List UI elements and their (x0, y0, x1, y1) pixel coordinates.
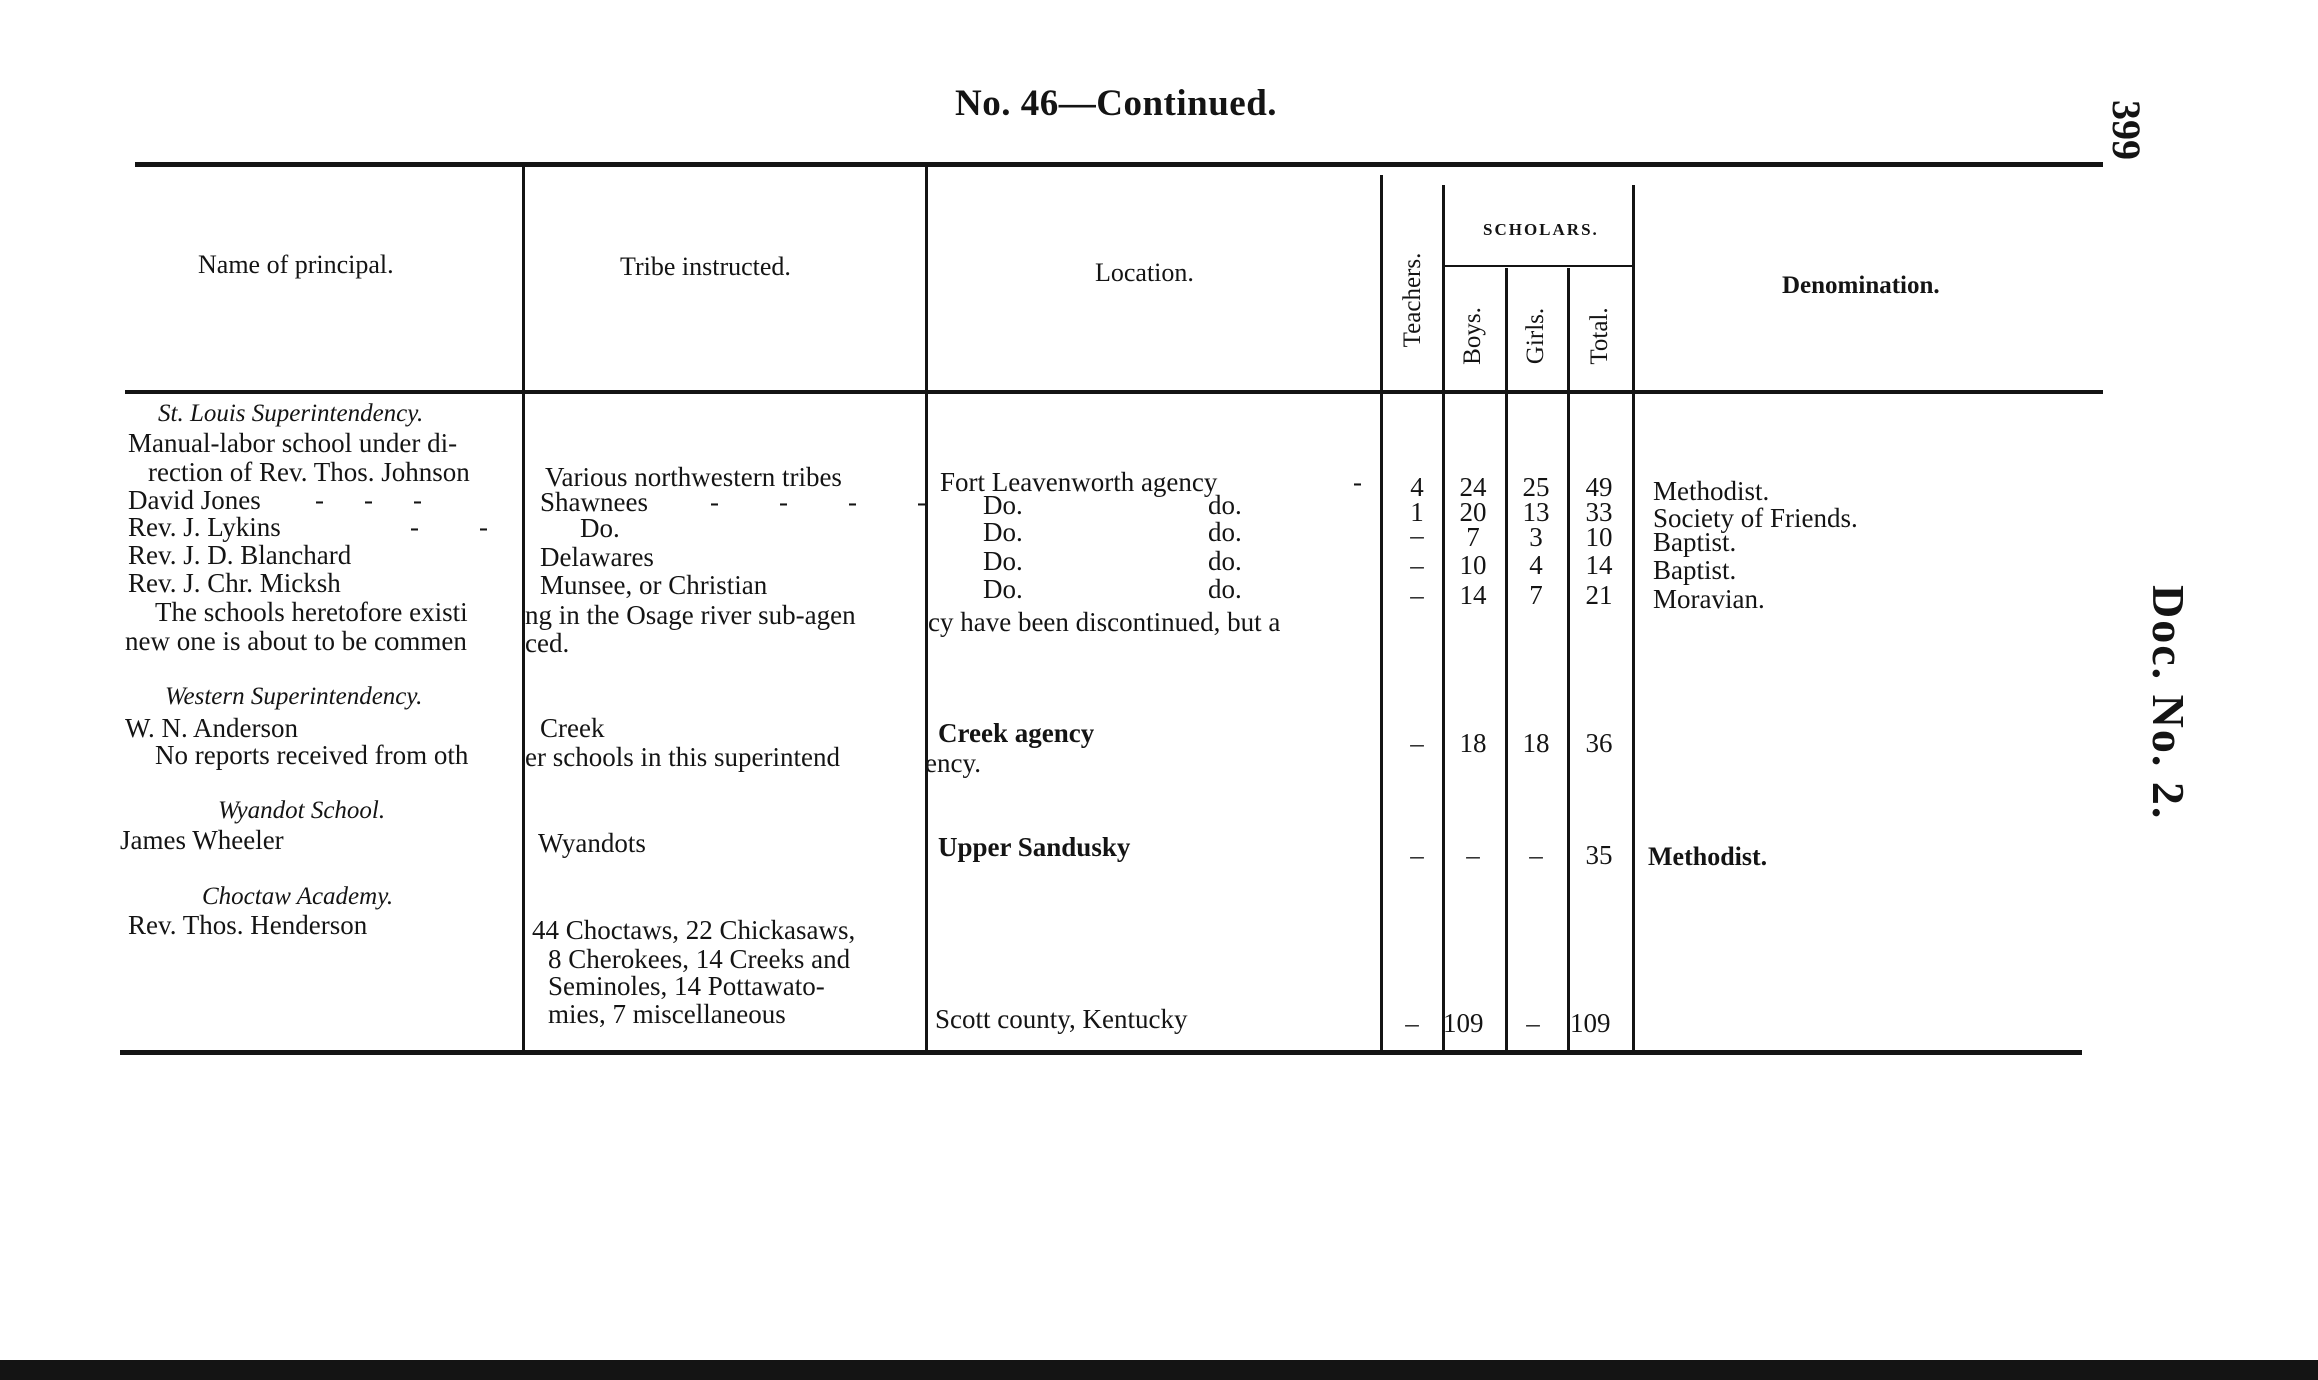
tribe-cell: 44 Choctaws, 22 Chickasaws, (532, 915, 856, 945)
principal-name: Rev. J. Lykins (128, 512, 281, 542)
teachers-cell: – (1410, 520, 1424, 550)
teachers-cell: – (1405, 1008, 1419, 1038)
location-ditto: do. (1208, 546, 1242, 576)
scan-edge (0, 1360, 2318, 1380)
total-cell: 109 (1570, 1008, 1611, 1038)
table-top-rule (135, 162, 2103, 167)
location-ditto: do. (1208, 517, 1242, 547)
boys-cell: 14 (1459, 580, 1487, 610)
principal-name: David Jones (128, 485, 261, 515)
tribe-cell: Creek (540, 713, 605, 743)
section-heading: Wyandot School. (218, 797, 386, 824)
header-total: Total. (1586, 307, 1613, 365)
tribe-cell: mies, 7 miscellaneous (548, 999, 786, 1029)
tribe-cell: Do. (580, 513, 620, 543)
total-cell: 35 (1585, 840, 1613, 870)
denomination-cell: Moravian. (1653, 584, 1765, 614)
principal-name: Rev. J. D. Blanchard (128, 540, 352, 570)
column-divider (1442, 185, 1445, 1052)
section-heading: Choctaw Academy. (202, 883, 394, 910)
tribe-cell: Seminoles, 14 Pottawato- (548, 971, 825, 1001)
denomination-cell: Baptist. (1653, 555, 1737, 585)
teachers-cell: – (1410, 840, 1424, 870)
total-cell: 21 (1585, 580, 1613, 610)
girls-cell: 4 (1529, 550, 1543, 580)
header-denomination: Denomination. (1782, 272, 1940, 299)
dot-leader: --- (315, 485, 462, 515)
teachers-cell: 1 (1410, 497, 1424, 527)
total-cell: 14 (1585, 550, 1613, 580)
note-text: ced. (525, 628, 570, 658)
total-cell: 49 (1585, 472, 1613, 502)
dot-leader: -- (410, 512, 548, 542)
teachers-cell: – (1410, 550, 1424, 580)
dot-leader: - (1353, 467, 1362, 497)
boys-cell: 109 (1443, 1008, 1484, 1038)
column-divider (1505, 268, 1508, 1052)
principal-name: W. N. Anderson (125, 713, 298, 743)
location-ditto: do. (1208, 574, 1242, 604)
note-text: The schools heretofore existi (155, 597, 468, 627)
location-cell: Fort Leavenworth agency (940, 467, 1218, 497)
header-tribe-instructed: Tribe instructed. (620, 252, 791, 281)
note-text: new one is about to be commen (125, 626, 467, 656)
boys-cell: 18 (1459, 728, 1487, 758)
header-scholars: SCHOLARS. (1483, 220, 1599, 239)
girls-cell: 3 (1529, 522, 1543, 552)
boys-cell: 24 (1459, 472, 1487, 502)
girls-cell: 25 (1522, 472, 1550, 502)
tribe-cell: Wyandots (538, 828, 646, 858)
tribe-cell: 8 Cherokees, 14 Creeks and (548, 944, 851, 974)
header-location: Location. (1095, 258, 1194, 287)
note-text: er schools in this superintend (525, 742, 840, 772)
location-cell: Scott county, Kentucky (935, 1004, 1188, 1034)
boys-cell: 10 (1459, 550, 1487, 580)
location-cell: Upper Sandusky (938, 832, 1131, 862)
note-text: cy have been discontinued, but a (928, 607, 1281, 637)
boys-cell: – (1466, 840, 1480, 870)
teachers-cell: 4 (1410, 472, 1424, 502)
total-cell: 33 (1585, 497, 1613, 527)
tribe-cell: Munsee, or Christian (540, 570, 768, 600)
column-divider (1567, 268, 1570, 1052)
scholars-underline (1445, 265, 1635, 267)
tribe-cell: Delawares (540, 542, 654, 572)
column-divider (1380, 175, 1383, 1052)
teachers-cell: – (1410, 728, 1424, 758)
girls-cell: – (1526, 1008, 1540, 1038)
header-girls: Girls. (1522, 307, 1549, 365)
location-cell: Do. (983, 546, 1023, 576)
header-bottom-rule (125, 390, 2103, 394)
note-text: ency. (925, 748, 981, 778)
girls-cell: 13 (1522, 497, 1550, 527)
principal-name: Rev. J. Chr. Micksh (128, 568, 341, 598)
tribe-cell: Shawnees (540, 487, 648, 517)
denomination-cell: Baptist. (1653, 527, 1737, 557)
section-heading: Western Superintendency. (165, 683, 423, 710)
location-cell: Do. (983, 574, 1023, 604)
note-text: No reports received from oth (155, 740, 469, 770)
note-text: ng in the Osage river sub-agen (525, 600, 856, 630)
boys-cell: 20 (1459, 497, 1487, 527)
teachers-cell: – (1410, 580, 1424, 610)
total-cell: 36 (1585, 728, 1613, 758)
page-number: 399 (2104, 100, 2149, 160)
column-divider (1632, 185, 1635, 1052)
location-cell: Do. (983, 517, 1023, 547)
tribe-cell: Various northwestern tribes (545, 462, 842, 492)
table-bottom-rule (120, 1050, 2082, 1055)
total-cell: 10 (1585, 522, 1613, 552)
header-name-of-principal: Name of principal. (198, 250, 394, 279)
girls-cell: 18 (1522, 728, 1550, 758)
denomination-cell: Methodist. (1653, 476, 1770, 506)
principal-name: Rev. Thos. Henderson (128, 910, 368, 940)
location-ditto: do. (1208, 490, 1242, 520)
principal-name: rection of Rev. Thos. Johnson (148, 457, 470, 487)
location-cell: Do. (983, 490, 1023, 520)
principal-name: James Wheeler (120, 825, 284, 855)
header-teachers: Teachers. (1399, 252, 1426, 348)
document-label: Doc. No. 2. (2143, 585, 2194, 821)
denomination-cell: Society of Friends. (1653, 503, 1858, 533)
section-heading: St. Louis Superintendency. (158, 400, 424, 427)
principal-name: Manual-labor school under di- (128, 428, 458, 458)
header-boys: Boys. (1459, 307, 1486, 365)
page-title: No. 46—Continued. (955, 83, 1278, 124)
dot-leader: ---- (710, 487, 986, 517)
location-cell: Creek agency (938, 718, 1095, 748)
girls-cell: – (1529, 840, 1543, 870)
girls-cell: 7 (1529, 580, 1543, 610)
denomination-cell: Methodist. (1648, 842, 1768, 871)
boys-cell: 7 (1466, 522, 1480, 552)
